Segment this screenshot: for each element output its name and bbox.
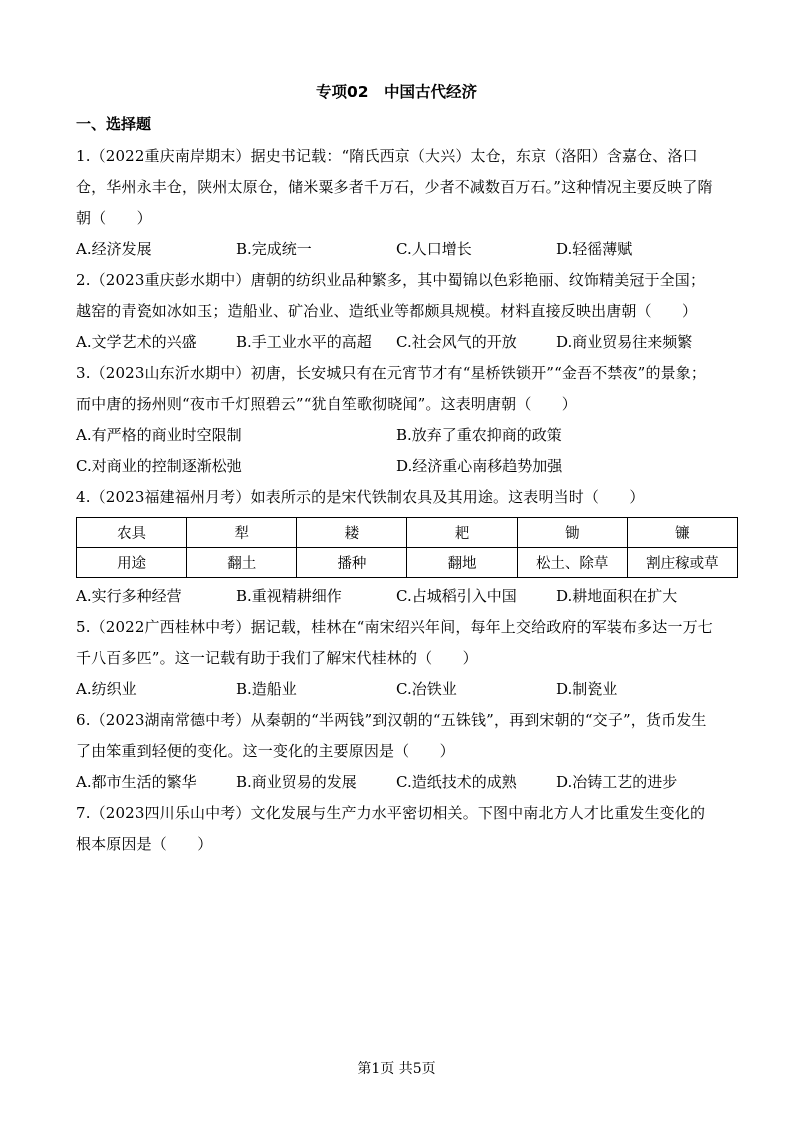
question-stem: 2.（2023重庆彭水期中）唐朝的纺织业品种繁多，其中蜀锦以色彩艳丽、纹饰精美冠于全国；越窑的青瓷如冰如玉；造船业、矿冶业、造纸业等都颇具规模。材料直接反映出唐朝（ ） [76, 271, 706, 320]
option-b: B.造船业 [236, 680, 297, 698]
question-stem: 4.（2023福建福州月考）如表所示的是宋代铁制农具及其用途。这表明当时（ ） [76, 488, 645, 506]
page-footer: 第1页 共5页 [357, 1061, 436, 1077]
question-stem: 3.（2023山东沂水期中）初唐，长安城只有在元宵节才有“星桥铁锁开”“金吾不禁夜”的景象；而中唐的扬州则“夜市千灯照碧云”“犹自笙歌彻晓闻”。这表明唐朝（ ） [76, 364, 707, 413]
table-cell: 农具 [77, 518, 187, 548]
question-7 [76, 798, 716, 860]
option-a: A.纺织业 [76, 680, 137, 698]
option-c: C.占城稻引入中国 [396, 587, 517, 605]
question-6 [76, 705, 716, 798]
table-header-row [77, 518, 738, 548]
option-c: C.对商业的控制逐渐松弛 [76, 457, 242, 475]
option-d: D.商业贸易往来频繁 [556, 333, 693, 351]
table-cell: 割庄稼或草 [627, 548, 737, 578]
table-cell: 犁 [187, 518, 297, 548]
option-d: D.制瓷业 [556, 680, 618, 698]
table-cell: 镰 [627, 518, 737, 548]
option-a: A.都市生活的繁华 [76, 773, 197, 791]
tools-table [76, 517, 738, 578]
option-b: B.商业贸易的发展 [236, 773, 357, 791]
option-d: D.耕地面积在扩大 [556, 587, 678, 605]
option-d: D.经济重心南移趋势加强 [396, 457, 563, 475]
table-cell: 耙 [407, 518, 517, 548]
question-stem: 5.（2022广西桂林中考）据记载，桂林在“南宋绍兴年间，每年上交给政府的军装布多达一万七千八百多匹”。这一记载有助于我们了解宋代桂林的（ ） [76, 618, 713, 667]
options-grid [76, 420, 716, 482]
option-c: C.社会风气的开放 [396, 333, 517, 351]
page-title: 专项02 中国古代经济 [315, 83, 478, 101]
option-a: A.经济发展 [76, 240, 152, 258]
options-row [76, 674, 716, 705]
options-row [76, 767, 716, 798]
option-a: A.有严格的商业时空限制 [76, 426, 242, 444]
question-stem: 1.（2022重庆南岸期末）据史书记载：“隋氏西京（大兴）太仓，东京（洛阳）含嘉仓、洛口仓，华州永丰仓，陕州太原仓，储米粟多者千万石，少者不减数百万石。”这种情况主要反映了隋朝（ ） [76, 147, 713, 227]
question-4 [76, 482, 719, 612]
option-a: A.文学艺术的兴盛 [76, 333, 197, 351]
question-5 [76, 612, 716, 705]
question-3 [76, 358, 716, 482]
options-row [76, 327, 716, 358]
question-1 [76, 141, 716, 265]
options-row [76, 234, 716, 265]
option-b: B.重视精耕细作 [236, 587, 342, 605]
option-d: D.轻徭薄赋 [556, 240, 633, 258]
table-cell: 播种 [297, 548, 407, 578]
option-c: C.造纸技术的成熟 [396, 773, 517, 791]
table-cell: 翻地 [407, 548, 517, 578]
option-b: B.手工业水平的高超 [236, 333, 372, 351]
option-c: C.冶铁业 [396, 680, 457, 698]
question-list [76, 141, 719, 860]
table-row [77, 548, 738, 578]
table-cell: 锄 [517, 518, 627, 548]
option-a: A.实行多种经营 [76, 587, 182, 605]
question-2 [76, 265, 716, 358]
option-b: B.完成统一 [236, 240, 312, 258]
table-cell: 翻土 [187, 548, 297, 578]
options-row [76, 581, 716, 612]
question-stem: 6.（2023湖南常德中考）从秦朝的“半两钱”到汉朝的“五铢钱”，再到宋朝的“交子”，货币发生了由笨重到轻便的变化。这一变化的主要原因是（ ） [76, 711, 707, 760]
table-cell: 耧 [297, 518, 407, 548]
option-c: C.人口增长 [396, 240, 472, 258]
section-heading: 一、选择题 [76, 115, 152, 133]
table-cell: 用途 [77, 548, 187, 578]
option-d: D.冶铸工艺的进步 [556, 773, 678, 791]
table-cell: 松土、除草 [517, 548, 627, 578]
option-b: B.放弃了重农抑商的政策 [396, 426, 562, 444]
question-stem: 7.（2023四川乐山中考）文化发展与生产力水平密切相关。下图中南北方人才比重发生变化的根本原因是（ ） [76, 804, 706, 853]
